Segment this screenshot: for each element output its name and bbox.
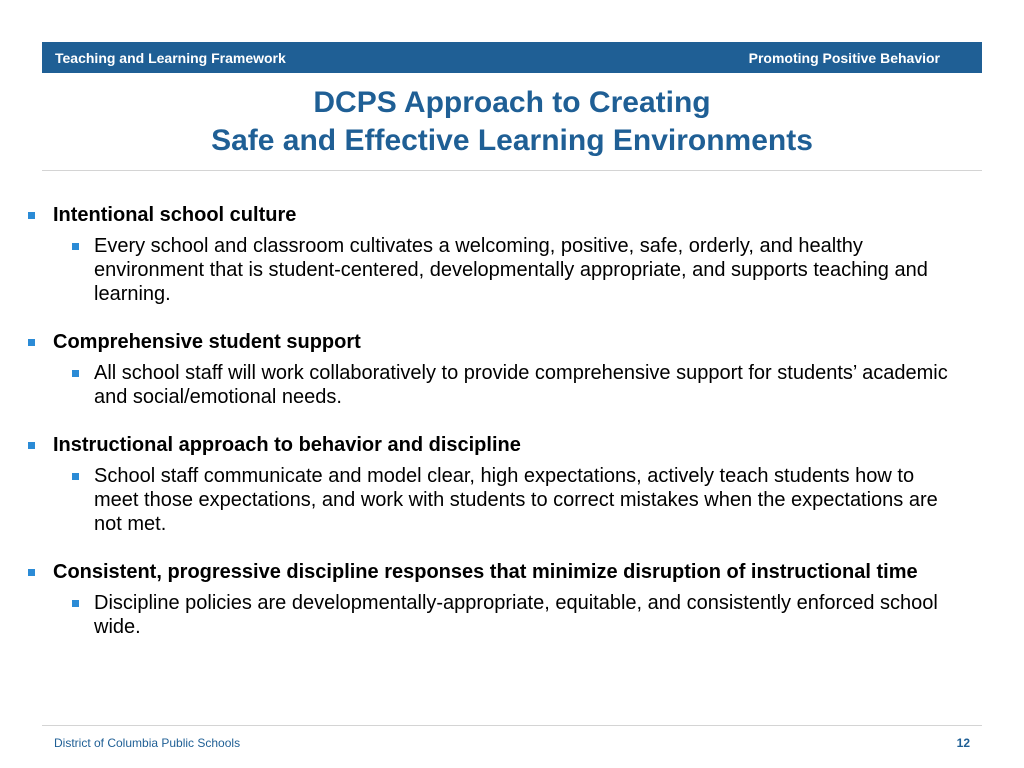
section-detail-text: Every school and classroom cultivates a welcoming, positive, safe, orderly, and healthy environment that is student-centered, developmentally appropriate, and supports teaching and learning. (94, 235, 928, 305)
section-detail (28, 464, 958, 536)
section-heading-text: Comprehensive student support (53, 331, 361, 353)
square-bullet-icon (28, 339, 35, 346)
section-heading (28, 330, 958, 354)
square-bullet-icon (28, 442, 35, 449)
section-detail-text: Discipline policies are developmentally-appropriate, equitable, and consistently enforced school wide. (94, 592, 938, 638)
section-detail (28, 234, 958, 306)
section-progressive-discipline (28, 560, 958, 639)
section-instructional-approach (28, 433, 958, 536)
square-bullet-icon (72, 600, 79, 607)
section-heading (28, 203, 958, 227)
section-detail (28, 591, 958, 639)
section-detail-text: School staff communicate and model clear, high expectations, actively teach students how to meet those expectations, and work with students to correct mistakes when the expectations are not met. (94, 465, 938, 535)
square-bullet-icon (72, 243, 79, 250)
slide-title-line-1: DCPS Approach to Creating (313, 86, 711, 119)
section-heading-text: Instructional approach to behavior and discipline (53, 434, 521, 456)
section-heading-text: Intentional school culture (53, 204, 297, 226)
section-intentional-culture (28, 203, 958, 306)
square-bullet-icon (72, 473, 79, 480)
square-bullet-icon (28, 569, 35, 576)
slide-title-line-2: Safe and Effective Learning Environments (211, 124, 813, 157)
square-bullet-icon (28, 212, 35, 219)
section-detail-text: All school staff will work collaboratively to provide comprehensive support for students’ academic and social/emotional needs. (94, 362, 948, 408)
bullet-content (28, 203, 958, 663)
section-heading (28, 560, 958, 584)
section-student-support (28, 330, 958, 409)
section-heading-text: Consistent, progressive discipline responses that minimize disruption of instructional time (53, 561, 918, 583)
title-divider (42, 170, 982, 171)
header-right-title: Promoting Positive Behavior (748, 49, 940, 66)
header-left-title: Teaching and Learning Framework (55, 49, 286, 66)
footer-organization: District of Columbia Public Schools (54, 736, 241, 750)
header-bar (42, 42, 982, 73)
section-detail (28, 361, 958, 409)
footer-divider (42, 725, 982, 726)
square-bullet-icon (72, 370, 79, 377)
page-number: 12 (956, 736, 970, 750)
slide-title (42, 84, 982, 160)
section-heading (28, 433, 958, 457)
